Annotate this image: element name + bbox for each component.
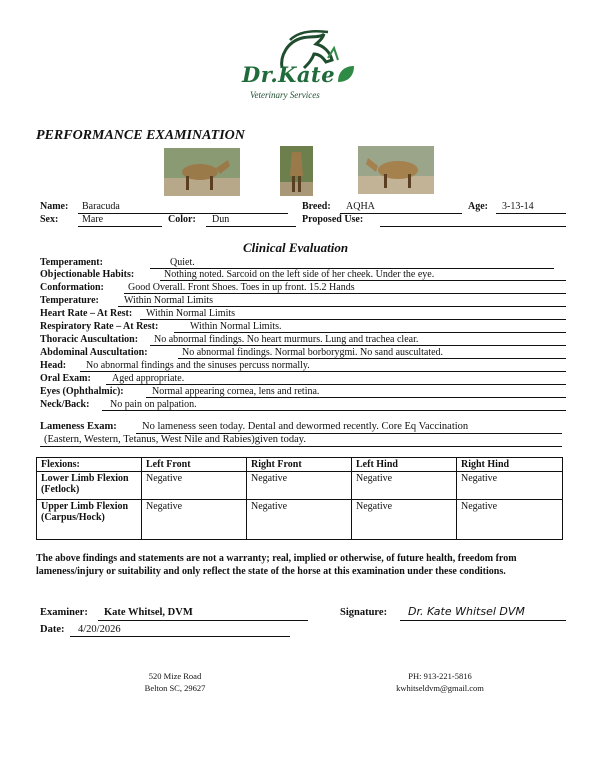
examiner-value: Kate Whitsel, DVM: [104, 607, 193, 618]
examiner-label: Examiner:: [40, 607, 88, 618]
head-value: No abnormal findings and the sinuses percuss normally.: [86, 360, 310, 371]
address-line2: Belton SC, 29627: [144, 683, 206, 693]
respiratory-rate-label: Respiratory Rate – At Rest:: [40, 321, 159, 332]
table-header: Right Hind: [457, 458, 563, 472]
temperature-value: Within Normal Limits: [124, 295, 214, 306]
footer-address: [110, 670, 240, 694]
leaf-icon: [336, 64, 356, 84]
color-value: Dun: [212, 214, 230, 225]
abdominal-auscultation-value: No abnormal findings. Normal borborygmi. No sand auscultated.: [182, 347, 444, 358]
flexion-table: [36, 457, 563, 540]
horse-photo-rear: [358, 146, 434, 194]
table-row: [37, 500, 563, 540]
proposed-use-label: Proposed Use:: [302, 214, 364, 225]
table-header: Right Front: [247, 458, 352, 472]
signature-value: Dr. Kate Whitsel DVM: [408, 605, 525, 618]
table-cell: Negative: [247, 472, 352, 500]
age-label: Age:: [468, 201, 488, 212]
table-header: Left Hind: [352, 458, 457, 472]
row-name: Lower Limb Flexion (Fetlock): [37, 472, 142, 500]
conformation-value: Good Overall. Front Shoes. Toes in up front. 15.2 Hands: [128, 282, 355, 293]
date-value: 4/20/2026: [78, 624, 121, 635]
temperament-value: Quiet.: [170, 257, 195, 268]
footer-contact: [370, 670, 510, 694]
breed-value: AQHA: [346, 201, 375, 212]
name-value: Baracuda: [82, 201, 120, 212]
address-line1: 520 Mize Road: [148, 671, 202, 681]
table-cell: Negative: [352, 500, 457, 540]
lameness-line1: No lameness seen today. Dental and dewormed recently. Core Eq Vaccination: [142, 421, 469, 432]
heart-rate-label: Heart Rate – At Rest:: [40, 308, 133, 319]
sex-value: Mare: [82, 214, 104, 225]
disclaimer: The above findings and statements are not a warranty; real, implied or otherwise, of future health, freedom from lameness/injury or suitability and only reflect the state of the horse at this examination under these conditions.: [36, 553, 517, 577]
date-label: Date:: [40, 624, 65, 635]
thoracic-auscultation-value: No abnormal findings. No heart murmurs. Lung and trachea clear.: [154, 334, 419, 345]
name-label: Name:: [40, 201, 69, 212]
table-cell: Negative: [457, 472, 563, 500]
clinical-evaluation-title: Clinical Evaluation: [243, 240, 349, 255]
age-value: 3-13-14: [502, 201, 534, 212]
respiratory-rate-value: Within Normal Limits.: [190, 321, 282, 332]
color-label: Color:: [168, 214, 196, 225]
oral-exam-label: Oral Exam:: [40, 373, 91, 384]
table-cell: Negative: [142, 472, 247, 500]
table-cell: Negative: [142, 500, 247, 540]
table-header-row: [37, 458, 563, 472]
lameness-line2: (Eastern, Western, Tetanus, West Nile and Rabies)given today.: [44, 434, 306, 445]
lameness-label: Lameness Exam:: [40, 421, 117, 432]
horse-photo-side: [164, 148, 240, 196]
table-cell: Negative: [457, 500, 563, 540]
sex-label: Sex:: [40, 214, 59, 225]
eyes-value: Normal appearing cornea, lens and retina.: [152, 386, 320, 397]
neck-back-label: Neck/Back:: [40, 399, 90, 410]
logo-name: Dr.Kate: [242, 62, 336, 87]
table-cell: Negative: [247, 500, 352, 540]
table-cell: Negative: [352, 472, 457, 500]
temperature-label: Temperature:: [40, 295, 99, 306]
table-header: Flexions:: [37, 458, 142, 472]
email: kwhitseldvm@gmail.com: [396, 683, 484, 693]
horse-photo-front: [280, 146, 313, 196]
phone: PH: 913-221-5816: [408, 671, 472, 681]
eyes-label: Eyes (Ophthalmic):: [40, 386, 124, 397]
objectionable-habits-label: Objectionable Habits:: [40, 269, 135, 280]
objectionable-habits-value: Nothing noted. Sarcoid on the left side of her cheek. Under the eye.: [164, 269, 435, 280]
heart-rate-value: Within Normal Limits: [146, 308, 236, 319]
head-label: Head:: [40, 360, 67, 371]
oral-exam-value: Aged appropriate.: [112, 373, 185, 384]
logo-subtitle: Veterinary Services: [250, 90, 320, 100]
row-name: Upper Limb Flexion (Carpus/Hock): [37, 500, 142, 540]
neck-back-value: No pain on palpation.: [110, 399, 197, 410]
breed-label: Breed:: [302, 201, 331, 212]
table-header: Left Front: [142, 458, 247, 472]
table-row: [37, 472, 563, 500]
thoracic-auscultation-label: Thoracic Auscultation:: [40, 334, 139, 345]
page-title: PERFORMANCE EXAMINATION: [36, 128, 245, 143]
conformation-label: Conformation:: [40, 282, 104, 293]
temperament-label: Temperament:: [40, 257, 103, 268]
abdominal-auscultation-label: Abdominal Auscultation:: [40, 347, 148, 358]
signature-label: Signature:: [340, 607, 388, 618]
logo: [232, 28, 362, 108]
